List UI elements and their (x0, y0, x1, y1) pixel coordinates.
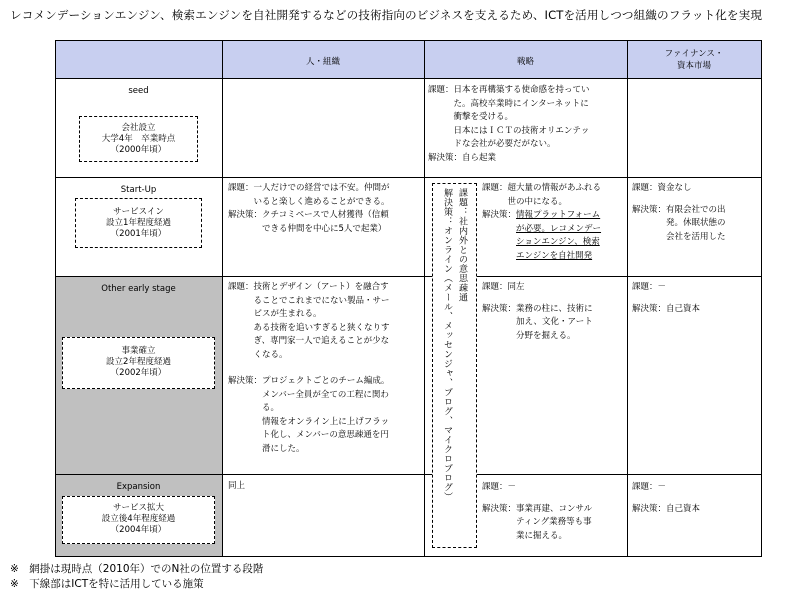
communication-vertical-box (432, 183, 477, 548)
people-other: 課題： 技術とデザイン（アート）を融合す ることでこれまでにない製品・サー ビスが生まれる。 ある技術を追いすぎると狭くなりす ぎ、専門家一人で追えることが少な くなる。 解決策： プロジェクトごとのチーム編成。 メンバー全員が全ての工程に関わ る。 情報をオンライン上に上げフラッ ト化し、メンバーの意思疎通を円 滑にした。 (228, 282, 390, 454)
page-title: レコメンデーションエンジン、検索エンジンを自社開発するなどの技術指向のビジネスを支えるため、ICTを活用しつつ組織のフラット化を実現 (10, 8, 763, 22)
finance-other: 課題： － 解決策： 自己資本 (632, 282, 701, 314)
stage-other-early: Other early stage (101, 284, 176, 294)
note-underline: ※ 下線部はICTを特に活用している施策 (10, 578, 204, 590)
vertical-solution: 解決策：オンライン（メール、メッセンジャ、ブログ、マイクロブログ） (442, 188, 452, 502)
people-startup: 課題： 一人だけでの経営では不安。仲間が いると楽しく進めることができる。 解決策： クチコミベースで人材獲得（信頼 できる仲間を中心に5人で起業） (228, 183, 390, 234)
stage-startup: Start-Up (120, 185, 157, 195)
note-shading: ※ 網掛は現時点（2010年）でのN社の位置する段階 (10, 563, 264, 575)
stage-seed: seed (128, 86, 149, 96)
header-people: 人・組織 (305, 57, 340, 67)
strategy-other: 課題： 同左 解決策： 業務の柱に、技術に 加え、文化・アート 分野を掘える。 (482, 282, 593, 341)
header-finance-line1: ファイナンス・ (664, 49, 724, 59)
vertical-issue: 課題：社内外との意思疎通 (457, 188, 467, 302)
header-strategy: 戦略 (516, 57, 534, 67)
stage-seed-box: 会社設立 大学4年 卒業時点 （2000年頃） (79, 116, 198, 162)
strategy-seed: 課題： 日本を再構築する使命感を持ってい た。高校卒業時にインターネットに 衝撃を受ける。 日本にはＩＣＴの技術オリエンテッ ドな会社が必要だがない。 解決策： 自ら起業 (428, 85, 590, 163)
header-finance-line2: 資本市場 (676, 61, 711, 71)
stage-startup-box: サービスイン 設立1年程度経過 （2001年頃） (75, 198, 202, 248)
stage-expansion: Expansion (116, 482, 161, 492)
strategy-startup: 課題： 超大量の情報があふれる 世の中になる。 解決策： 情報プラットフォーム が必要。レコメンデー ションエンジン、検索 エンジンを自社開発 (482, 183, 602, 261)
finance-startup: 課題： 資金なし 解決策： 有限会社での出 発。休眠状態の 会社を活用した (632, 183, 726, 242)
finance-expansion: 課題： － 解決策： 自己資本 (632, 482, 701, 514)
strategy-expansion: 課題： － 解決策： 事業再建、コンサル ティング業務等も事 業に掘える。 (482, 482, 593, 541)
people-expansion: 同上 (228, 481, 246, 491)
stage-expansion-box: サービス拡大 設立後4年程度経過 （2004年頃） (62, 496, 215, 544)
stage-other-early-box: 事業確立 設立2年程度経過 （2002年頃） (62, 337, 215, 389)
